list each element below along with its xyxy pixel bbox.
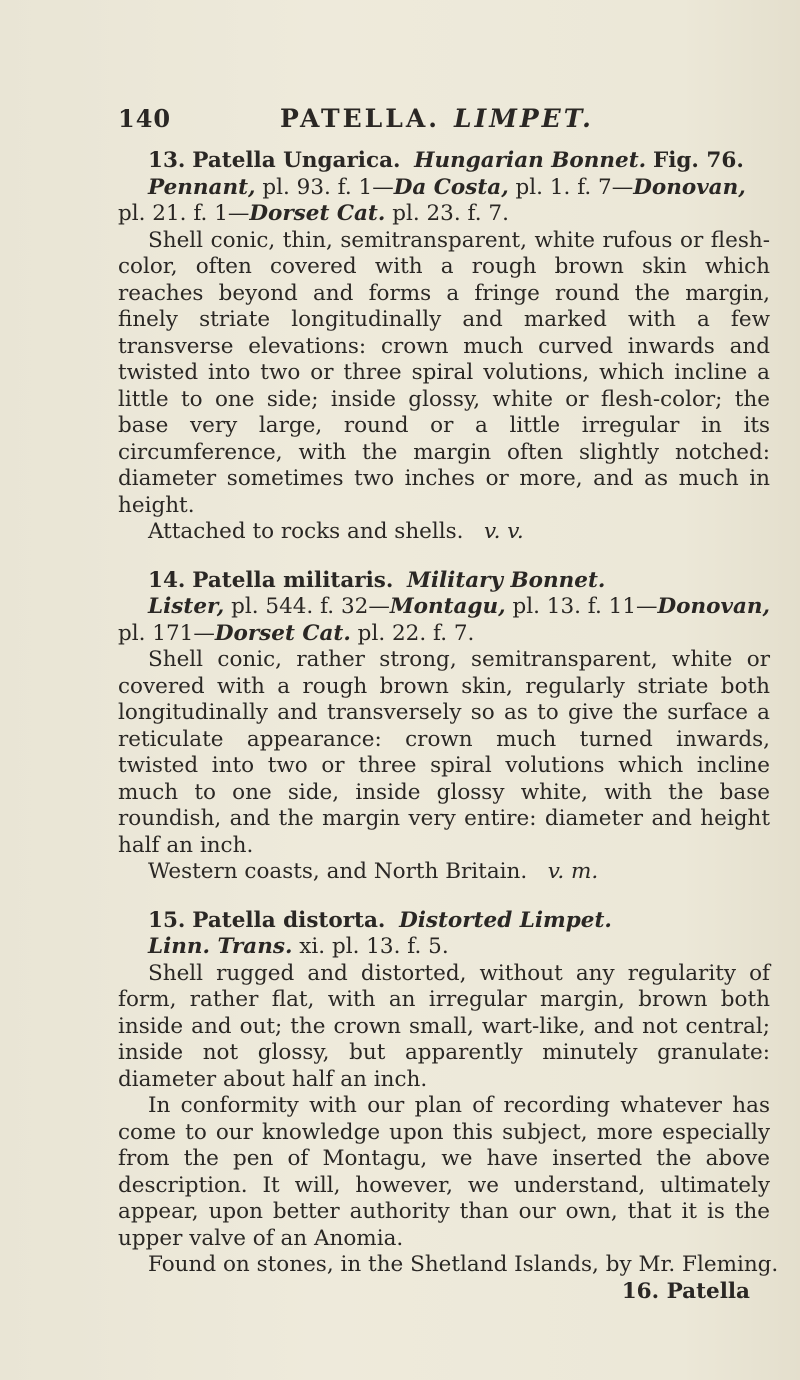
habitat-13: Attached to rocks and shells. v. v.: [148, 519, 524, 544]
references-13: Pennant, pl. 93. f. 1—Da Costa, pl. 1. f. 7—Donovan,: [148, 174, 746, 200]
description-14: Shell conic, rather strong, semitransparent, white or covered with a rough brown skin, regularly striate both longitudinally and transversely so as to give the surface a reticulate appearance: crown much turned inwards, twisted into two or three spiral volutions which incline much to one side, inside glossy white, with the base roundish, and the margin very entire: diameter and height half an inch.: [118, 647, 770, 858]
entry-heading-14: 14. Patella militaris. Military Bonnet.: [148, 567, 606, 593]
description-13: Shell conic, thin, semitransparent, white rufous or flesh-color, often covered with a rough brown skin which reaches beyond and forms a fringe round the margin, finely striate longitudinally and marked with a few transverse elevations: crown much curved inwards and twisted into two or three spiral volutions, which incline a little to one side; inside glossy, white or flesh-color; the base very large, round or a little irregular in its circumference, with the margin often slightly notched: diameter sometimes two inches or more, and as much in height.: [118, 227, 770, 518]
scientific-name: Patella distorta.: [192, 907, 386, 933]
description-15: Shell rugged and distorted, without any regularity of form, rather flat, with an irregular margin, brown both inside and out; the crown small, wart-like, and not central; inside not glossy, but apparently minutely granulate: diameter about half an inch. In conformity with our plan of recording whatever has come to our knowledge upon this subject, more especially from the pen of Montagu, we have inserted the above description. It will, however, we understand, ultimately appear, upon better authority than our own, that it is the upper valve of an Anomia.: [118, 960, 770, 1251]
running-title-common: LIMPET.: [453, 104, 594, 133]
page-header: [0, 104, 800, 144]
references-13-cont: pl. 21. f. 1—Dorset Cat. pl. 23. f. 7.: [118, 201, 509, 226]
habitat-15: Found on stones, in the Shetland Islands, by Mr. Fleming.: [148, 1252, 779, 1277]
editorial-note: In conformity with our plan of recording whatever has come to our knowledge upon this subject, more especially from the pen of Montagu, we have inserted the above description. It will, however, we understand, ultimately appear, upon better authority than our own, that it is the upper valve of an Anomia.: [118, 1093, 770, 1251]
common-name: Hungarian Bonnet.: [414, 148, 647, 173]
body-text: [118, 148, 779, 1305]
figure-ref: Fig. 76.: [652, 148, 744, 173]
scientific-name: Patella Ungarica.: [192, 148, 401, 173]
common-name: Distorted Limpet.: [399, 907, 612, 933]
running-title-genus: PATELLA.: [280, 104, 440, 133]
catchword: 16. Patella: [621, 1278, 750, 1304]
references-15: Linn. Trans. xi. pl. 13. f. 5.: [148, 934, 449, 959]
common-name: Military Bonnet.: [407, 567, 606, 593]
entry-heading-15: 15. Patella distorta. Distorted Limpet.: [148, 907, 612, 933]
entry-heading-13: 13. Patella Ungarica. Hungarian Bonnet. Fig. 76.: [148, 148, 744, 173]
page-number: 140: [118, 104, 172, 133]
habitat-14: Western coasts, and North Britain. v. m.: [148, 859, 599, 884]
references-14: Lister, pl. 544. f. 32—Montagu, pl. 13. f. 11—Donovan,: [148, 594, 771, 619]
running-title: [280, 104, 594, 133]
scientific-name: Patella militaris.: [192, 567, 394, 593]
references-14-cont: pl. 171—Dorset Cat. pl. 22. f. 7.: [118, 620, 475, 646]
